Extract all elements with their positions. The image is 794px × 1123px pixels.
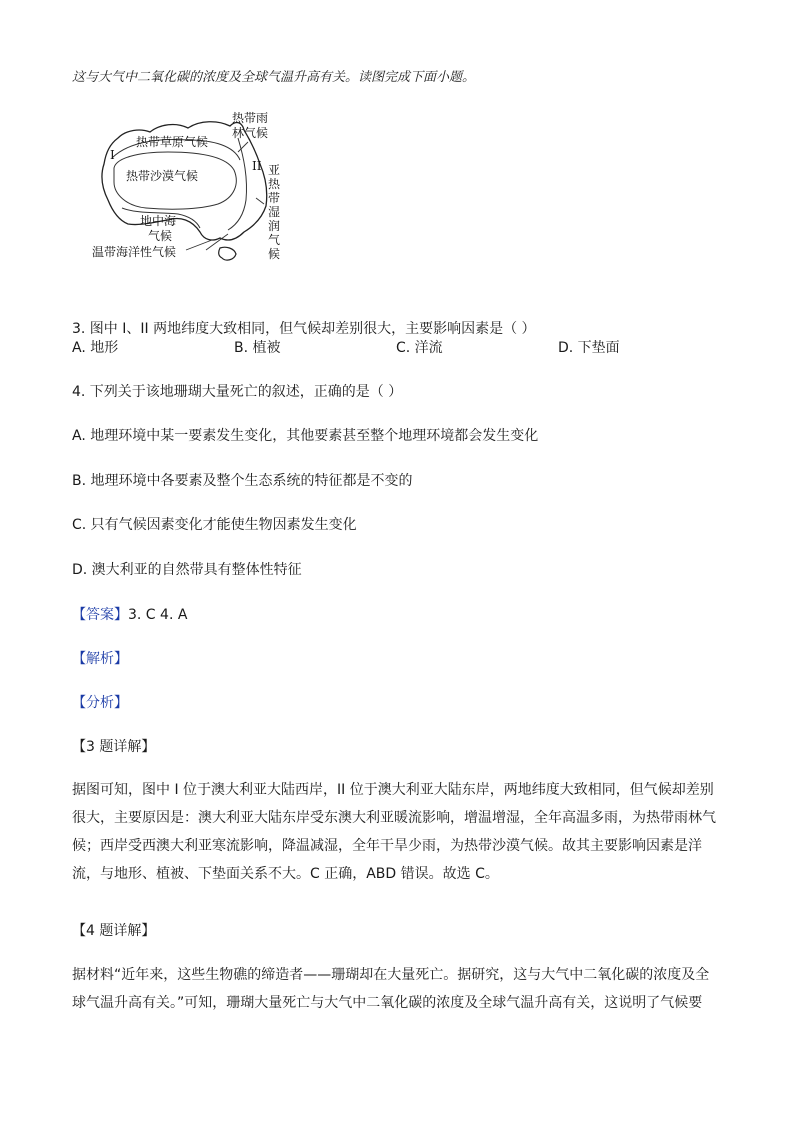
svg-text:带: 带 [268,191,281,205]
svg-text:候: 候 [268,247,281,261]
svg-text:亚: 亚 [268,163,281,177]
q3-option-b[interactable]: B. 植被 [234,340,281,356]
svg-text:热: 热 [268,177,281,191]
detail-4-tag: 【4 题详解】 [72,923,156,939]
rainforest-boundary [228,138,247,230]
detail-3-paragraph: 据图可知，图中 I 位于澳大利亚大陆西岸，II 位于澳大利亚大陆东岸，两地纬度大致相同，但气候却差别很大，主要原因是：澳大利亚大陆东岸受东澳大利亚暖流影响，增温增湿，全年高温多雨，为热带雨林气候；西岸受西澳大利亚寒流影响，降温减湿，全年干旱少雨，为热带沙漠气候。故其主要影响因素是洋流，与地形、植被、下垫面关系不大。C 正确，ABD 错误。故选 C。 [72,782,716,882]
q3-option-d[interactable]: D. 下垫面 [558,340,620,356]
svg-text:湿: 湿 [268,205,281,219]
analysis-heading: 【解析】 [72,651,128,667]
q4-option-d[interactable]: D. 澳大利亚的自然带具有整体性特征 [72,562,302,578]
svg-text:润: 润 [268,219,281,233]
q4-option-c[interactable]: C. 只有气候因素变化才能使生物因素发生变化 [72,517,357,533]
q3-option-c[interactable]: C. 洋流 [396,340,443,356]
label-mediterranean-line2: 气候 [148,229,173,243]
tasmania-outline [219,247,236,260]
label-rainforest-line1: 热带雨 [232,111,269,125]
label-subtropical-humid [268,163,281,261]
answer-tag: 【答案】 [72,607,128,623]
q4-option-a[interactable]: A. 地理环境中某一要素发生变化，其他要素甚至整个地理环境都会发生变化 [72,428,539,444]
q3-option-a[interactable]: A. 地形 [72,340,119,356]
detail-4-heading [72,920,155,940]
label-rainforest-line2: 林气候 [232,126,269,140]
question-4-stem: 4. 下列关于该地珊瑚大量死亡的叙述，正确的是（ ） [72,384,403,400]
label-temperate-maritime: 温带海洋性气候 [92,245,177,259]
answer-text: 3. C 4. A [128,607,188,623]
answer-line [72,604,187,624]
detail-3-tag: 【3 题详解】 [72,739,156,755]
label-tropical-grassland: 热带草原气候 [136,135,209,149]
label-II: II [252,159,262,173]
label-I: I [110,148,115,162]
label-mediterranean-line1: 地中海 [140,214,177,228]
q4-option-b[interactable]: B. 地理环境中各要素及整个生态系统的特征都是不变的 [72,473,413,489]
intro-text: 这与大气中二氧化碳的浓度及全球气温升高有关。读图完成下面小题。 [72,70,476,85]
detail-3-heading [72,736,155,756]
detail-4-paragraph: 据材料“近年来，这些生物礁的缔造者——珊瑚却在大量死亡。据研究，这与大气中二氧化碳的浓度及全球气温升高有关。”可知，珊瑚大量死亡与大气中二氧化碳的浓度及全球气温升高有关，这说明了气候要 [72,967,710,1011]
label-tropical-desert: 热带沙漠气候 [126,169,199,183]
svg-text:气: 气 [268,233,281,247]
question-3-stem: 3. 图中 I、II 两地纬度大致相同，但气候却差别很大，主要影响因素是（ ） [72,321,536,337]
australia-climate-map [88,108,298,264]
fenxi-heading: 【分析】 [72,695,128,711]
